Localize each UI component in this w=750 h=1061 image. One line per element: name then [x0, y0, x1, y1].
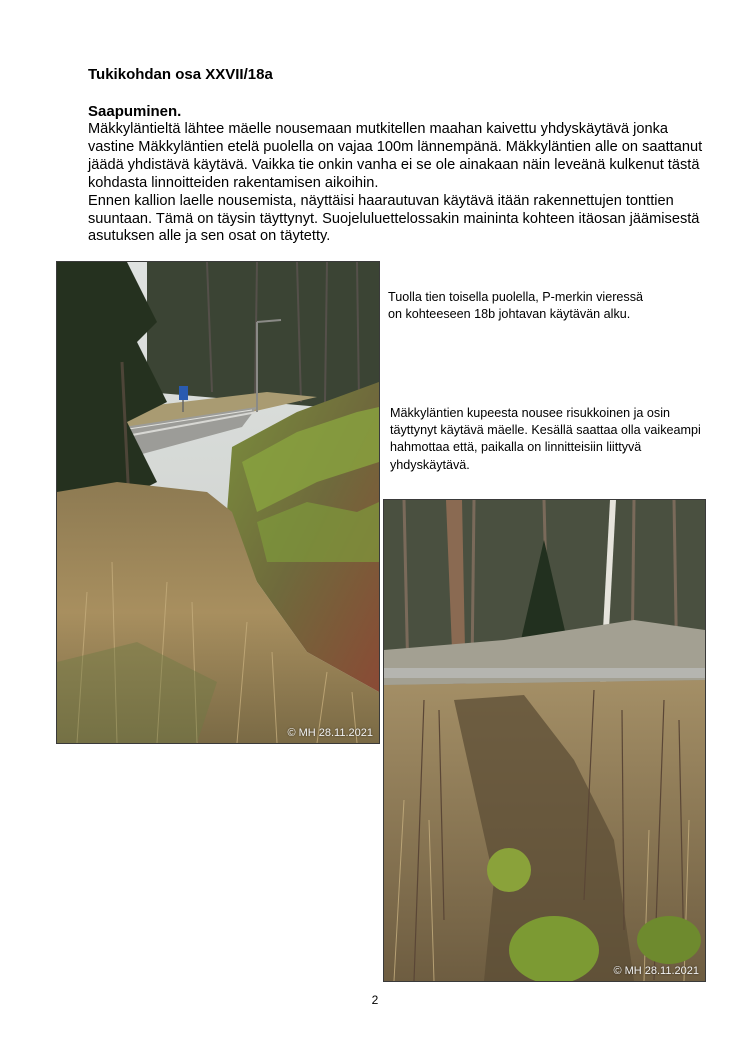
photo-trench-image: [384, 500, 705, 981]
paragraph-1: Mäkkyläntieltä lähtee mäelle nousemaan mutkitellen maahan kaivettu yhdyskäytävä jonka vastine Mäkkyläntien etelä puolella on vajaa 100m lännempänä. Mäkkyläntien alle on saattanut jäädä yhdistävä käytävä. Vaikka tie onkin vanha ei se ole ainakaan näin leveänä kulkenut tästä kohdasta linnoitteiden rakentamisen aikoihin.: [88, 121, 703, 191]
photo-credit: © MH 28.11.2021: [287, 727, 373, 739]
photo-credit: © MH 28.11.2021: [613, 965, 699, 977]
document-title: Tukikohdan osa XXVII/18a: [88, 66, 273, 83]
photo-trench: [383, 499, 706, 982]
page-number: 2: [371, 993, 379, 1007]
photo-road-and-rock: [56, 261, 380, 744]
photo-caption-2: Mäkkyläntien kupeesta nousee risukkoinen ja osin täyttynyt käytävä mäelle. Kesällä saattaa olla vaikeampi hahmottaa että, paikalla on linnitteisiin liittyvä yhdyskäytävä.: [390, 406, 701, 472]
section-heading: Saapuminen.: [88, 103, 182, 120]
body-text: [88, 121, 708, 246]
photo-road-and-rock-image: [57, 262, 379, 743]
photo-caption-1: Tuolla tien toisella puolella, P-merkin vieressä on kohteeseen 18b johtavan käytävän alku.: [388, 290, 644, 322]
paragraph-2: Ennen kallion laelle nousemista, näyttäisi haarautuvan käytävä itään rakennettujen tonttien suuntaan. Tämä on täysin täyttynyt. Suojeluluettelossakin maininta kohteen itäosan jäämisestä asutuksen alle ja sen osat on täytetty.: [88, 192, 700, 245]
